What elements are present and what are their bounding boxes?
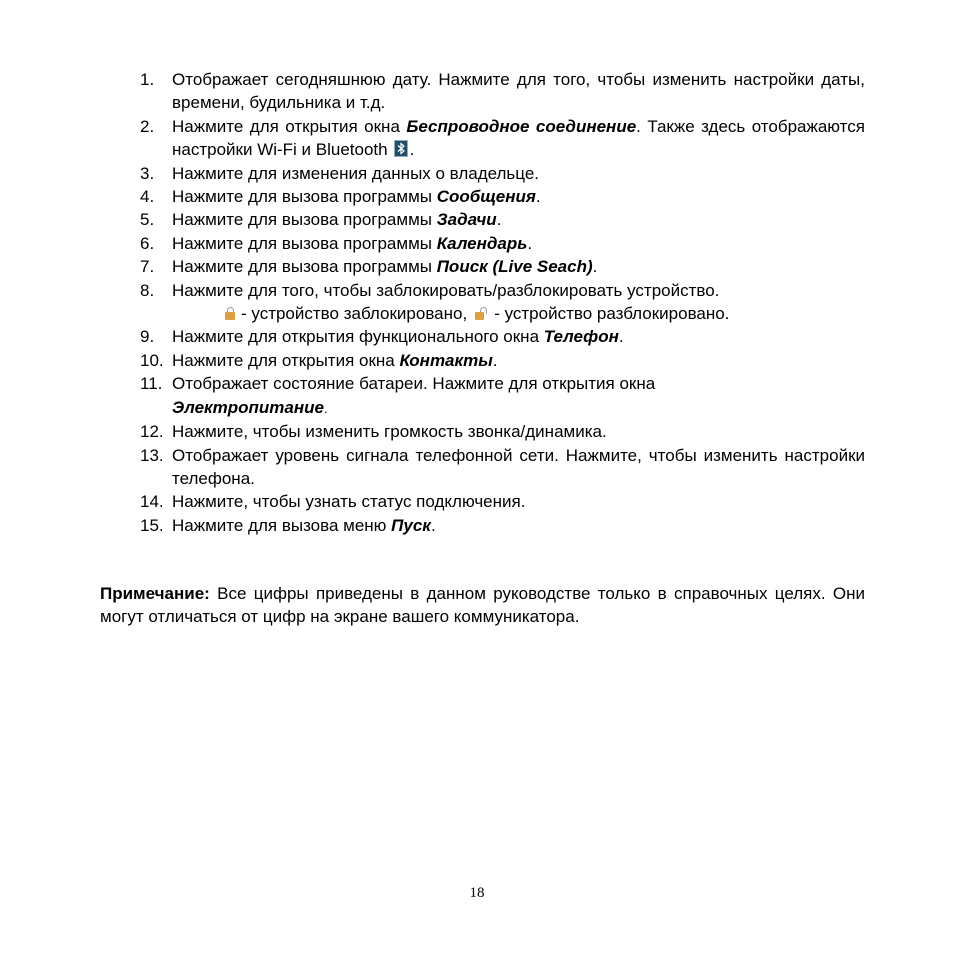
item-text (172, 349, 865, 372)
note-paragraph (100, 582, 865, 629)
note-text: Все цифры приведены в данном руководстве только в справочных целях. Они могут отличаться от цифр на экране вашего коммуникатора. (100, 584, 865, 627)
item-text (172, 232, 865, 255)
lock-icon (225, 307, 235, 320)
item-text-post: . Также здесь отображаются настройки Wi-Fi и Bluetooth (172, 116, 865, 160)
item-number: 10. (140, 350, 164, 370)
item-text-pre: Нажмите для открытия функционального окна (172, 327, 544, 347)
item-text-pre: Нажмите для вызова программы (172, 257, 437, 277)
item-text: Нажмите для того, чтобы заблокировать/разблокировать устройство. (172, 280, 720, 300)
item-number: 13. (140, 445, 164, 465)
list-item (0, 115, 954, 162)
item-text-pre: Нажмите для вызова программы (172, 233, 437, 253)
numbered-list (0, 68, 954, 537)
item-text (172, 255, 865, 278)
item-text-pre: Нажмите для вызова программы (172, 187, 437, 207)
list-item (0, 68, 954, 115)
item-number: 5. (140, 210, 155, 230)
item-text-bold: Электропитание (172, 397, 324, 417)
list-item (0, 279, 954, 326)
item-text-post: . (492, 350, 498, 370)
item-text-bold: Календарь (436, 233, 528, 253)
item-text-bold: Телефон (543, 327, 619, 347)
item-number: 12. (140, 422, 164, 442)
unlocked-label: - устройство разблокировано. (494, 304, 730, 324)
item-text-pre: Нажмите для вызова меню (172, 515, 392, 535)
list-item (0, 185, 954, 208)
item-text-post: . (592, 257, 598, 277)
item-text-post: . (618, 327, 624, 347)
list-item (0, 420, 954, 443)
item-number: 14. (140, 492, 164, 512)
item-text-post: . (430, 515, 436, 535)
list-item (0, 444, 954, 491)
item-text-bold: Задачи (436, 210, 497, 230)
list-item (0, 255, 954, 278)
list-item (0, 208, 954, 231)
item-text-pre: Нажмите для вызова программы (172, 210, 437, 230)
list-item (0, 232, 954, 255)
item-number: 9. (140, 327, 155, 347)
item-number: 8. (140, 280, 155, 300)
list-item (0, 325, 954, 348)
item-text: Нажмите, чтобы изменить громкость звонка/динамика. (172, 422, 607, 442)
lock-legend (225, 302, 954, 325)
list-item (0, 514, 954, 537)
locked-label: - устройство заблокировано, (241, 304, 468, 324)
item-number: 2. (140, 116, 155, 136)
item-text-end: . (409, 140, 415, 160)
item-number: 3. (140, 163, 155, 183)
item-number: 11. (140, 374, 163, 394)
item-text (172, 514, 865, 537)
item-text (172, 372, 865, 420)
unlock-icon (475, 307, 488, 320)
item-text-bold: Беспроводное соединение (406, 116, 637, 136)
list-item (0, 372, 954, 420)
item-text-bold: Поиск (Live Seach) (436, 257, 593, 277)
item-text-pre: Отображает состояние батареи. Нажмите для открытия окна (172, 374, 656, 394)
bluetooth-icon (394, 140, 408, 157)
item-text-pre: Нажмите для открытия окна (172, 350, 400, 370)
item-number: 7. (140, 257, 155, 277)
item-text: Нажмите для изменения данных о владельце. (172, 163, 540, 183)
page-number: 18 (469, 885, 485, 901)
item-text: Нажмите, чтобы узнать статус подключения. (172, 492, 526, 512)
item-number: 15. (140, 515, 164, 535)
list-item (0, 490, 954, 513)
item-number: 1. (140, 70, 155, 89)
item-number: 6. (140, 233, 155, 253)
item-text (172, 208, 865, 231)
item-text-bold: Пуск (391, 515, 431, 535)
item-text-pre: Нажмите для открытия окна (172, 116, 407, 136)
item-text (172, 325, 865, 348)
item-text-bold: Контакты (399, 350, 493, 370)
item-text-bold: Сообщения (436, 187, 536, 207)
item-text-post: . (535, 187, 541, 207)
item-text-post: . (527, 233, 533, 253)
item-text (172, 115, 865, 162)
list-item (0, 349, 954, 372)
item-number: 4. (140, 187, 155, 207)
list-item (0, 162, 954, 185)
item-text: Отображает сегодняшнюю дату. Нажмите для того, чтобы изменить настройки даты, времени, будильника и т.д. (172, 70, 865, 113)
item-text: Отображает уровень сигнала телефонной сети. Нажмите, чтобы изменить настройки телефона. (172, 445, 865, 488)
note-label: Примечание: (100, 584, 210, 603)
item-text (172, 185, 865, 208)
item-text-post: . (496, 210, 502, 230)
item-text-post: . (323, 400, 328, 416)
